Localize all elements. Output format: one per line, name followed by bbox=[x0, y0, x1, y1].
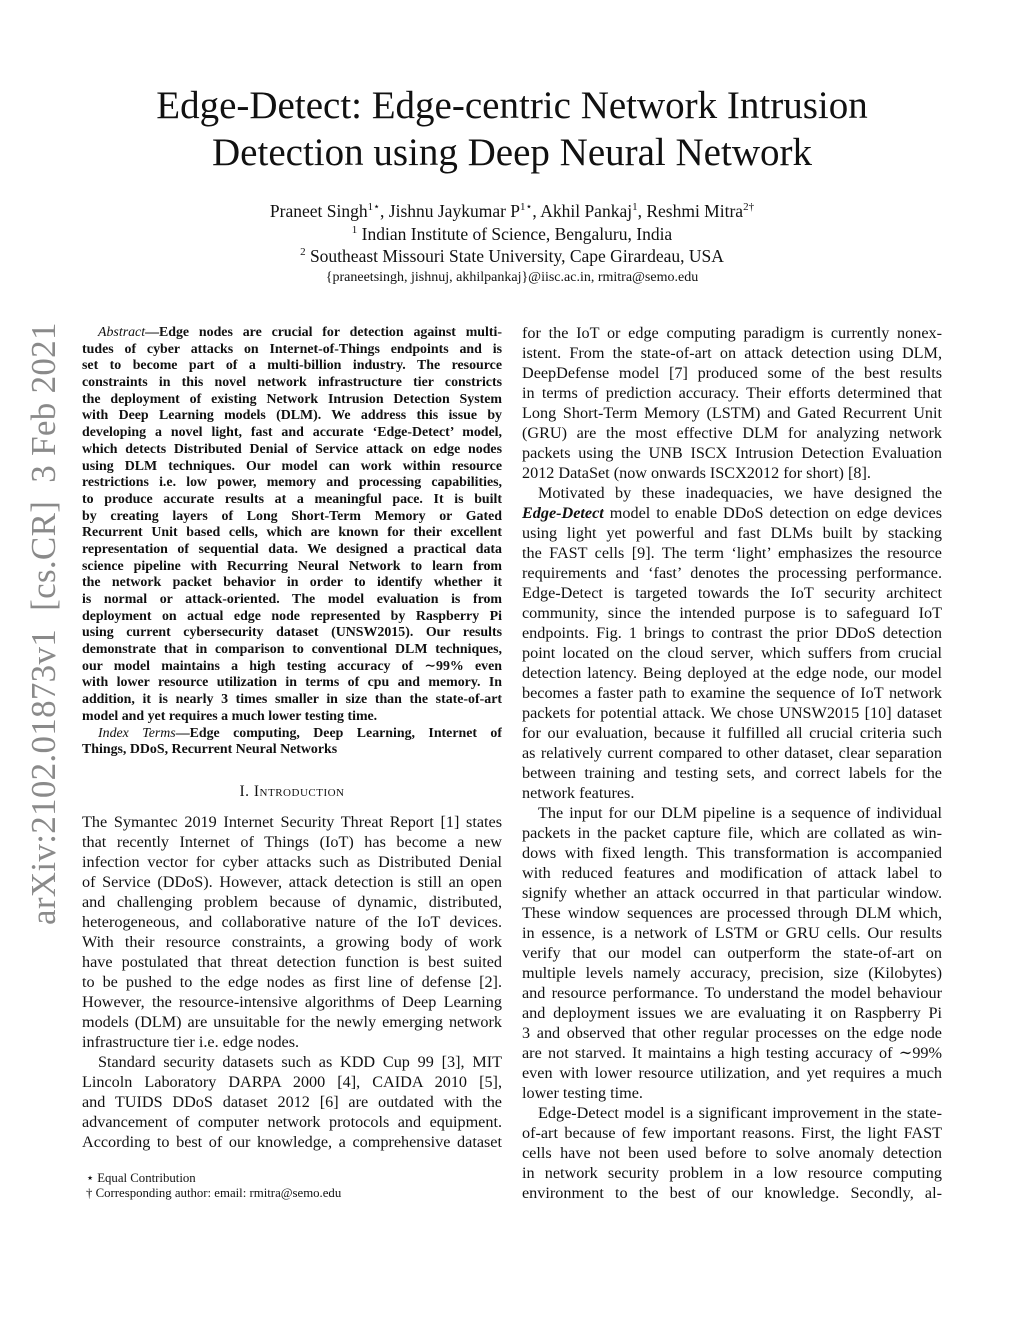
right-column-body bbox=[522, 323, 942, 1203]
abstract-line-text: —Edge nodes are crucial for detection against multi- bbox=[145, 325, 502, 340]
text-line: packets using the UNB ISCX Intrusion Detection Evaluation bbox=[522, 444, 942, 462]
abstract-line: to produce accurate results at a meaningful pace. It is built bbox=[82, 491, 502, 507]
abstract-line: addition, it is nearly 3 times smaller in size than the state-of-art bbox=[82, 692, 502, 708]
author-affil-mark: 2† bbox=[743, 201, 755, 213]
text-line: The Symantec 2019 Internet Security Threat Report [1] states bbox=[82, 813, 502, 831]
abstract-line: with Deep Learning models (DLM). We address this issue by bbox=[82, 408, 502, 424]
affil-text: Indian Institute of Science, Bengaluru, India bbox=[361, 223, 673, 244]
text-line: cells have not been used before to solve anomaly detection bbox=[522, 1144, 942, 1162]
text-line-rest: model to enable DDoS detection on edge devices bbox=[603, 504, 942, 522]
text-line bbox=[522, 503, 942, 523]
text-line: Edge-Detect model is a significant improvement in the state- bbox=[538, 1104, 942, 1122]
author-name: Reshmi Mitra bbox=[646, 201, 744, 221]
abstract-line: representation of sequential data. We designed a practical data bbox=[82, 541, 502, 557]
affil-number: 2 bbox=[300, 246, 306, 258]
text-line: packets for potential attack. We chose UNSW2015 [10] dataset bbox=[522, 704, 942, 722]
text-line: DeepDefense model [7] produced some of the best results bbox=[522, 364, 942, 382]
index-terms-line bbox=[82, 726, 502, 743]
index-terms-label: Index Terms bbox=[98, 725, 176, 741]
text-line: network features. bbox=[522, 784, 635, 802]
abstract-line: is normal or attack-oriented. The model evaluation is from bbox=[82, 592, 502, 607]
abstract-line: constraints in this novel network infrastructure tier constricts bbox=[82, 375, 502, 391]
text-line: multiple levels namely accuracy, precision, size (Kilobytes) bbox=[522, 964, 942, 982]
text-line: verify that our model can outperform the state-of-art on bbox=[522, 944, 942, 962]
title-line-2: Detection using Deep Neural Network bbox=[212, 131, 812, 174]
text-line: infrastructure tier i.e. edge nodes. bbox=[82, 1033, 300, 1051]
text-line: Lincoln Laboratory DARPA 2000 [4], CAIDA 2010 [5], bbox=[82, 1073, 502, 1091]
abstract-line: restrictions i.e. low power, memory and processing capabilities, bbox=[82, 475, 502, 491]
title-line-1: Edge-Detect: Edge-centric Network Intrusion bbox=[156, 84, 868, 127]
affil-text: Southeast Missouri State University, Cape Girardeau, USA bbox=[309, 246, 724, 266]
abstract-line: the network packet behavior in order to identify whether it bbox=[82, 575, 502, 591]
text-line: and deployment issues we are evaluating it on Raspberry Pi bbox=[522, 1004, 942, 1022]
author-name: Akhil Pankaj bbox=[540, 201, 633, 221]
text-line: for the IoT or edge computing paradigm is currently nonex- bbox=[522, 324, 942, 342]
author-name: Jishnu Jaykumar P bbox=[388, 201, 521, 221]
text-line: infection vector for cyber attacks such as Distributed Denial bbox=[82, 853, 502, 871]
text-line: in terms of prediction accuracy. Their efforts determined that bbox=[522, 384, 942, 402]
text-line: even with lower resource utilization, and yet requires a much bbox=[522, 1064, 942, 1082]
text-line: the FAST cells [9]. The term ‘light’ emphasizes the resource bbox=[522, 544, 942, 562]
text-line: requirements and ‘fast’ denotes the processing performance. bbox=[522, 564, 942, 582]
abstract bbox=[82, 325, 502, 759]
text-line: and resource performance. To understand the model behaviour bbox=[522, 984, 942, 1002]
text-line: istent. From the state-of-art on attack detection using DLM, bbox=[522, 344, 942, 362]
abstract-line: Recurrent Unit based cells, which are known for their excellent bbox=[82, 525, 502, 541]
text-line: 3 and observed that other regular processes on the edge node bbox=[522, 1024, 942, 1042]
text-line: endpoints. Fig. 1 brings to contrast the prior DDoS detection bbox=[522, 624, 942, 642]
abstract-line: developing a novel light, fast and accurate ‘Edge-Detect’ model, bbox=[82, 425, 502, 441]
abstract-line: science pipeline with Recurring Neural Network to learn from bbox=[82, 558, 502, 574]
author-affil-mark: 1⋆ bbox=[520, 201, 533, 213]
text-line: to be pushed to the edge nodes as first line of defense [2]. bbox=[82, 973, 502, 991]
text-line: and TUIDS DDoS dataset 2012 [6] are outdated with the bbox=[82, 1093, 502, 1111]
text-line: According to best of our knowledge, a comprehensive dataset bbox=[82, 1133, 502, 1151]
abstract-line: by creating layers of Long Short-Term Memory or Gated bbox=[82, 508, 502, 524]
text-line: point located on the cloud server, which suffers from crucial bbox=[522, 644, 942, 662]
index-terms-line-text: —Edge computing, Deep Learning, Internet of bbox=[175, 725, 502, 741]
affiliation-2 bbox=[0, 245, 1024, 268]
text-line: are not starved. It maintains a high testing accuracy of ∼99% bbox=[522, 1044, 942, 1062]
author-affil-mark: 1 bbox=[632, 201, 638, 213]
abstract-line: demonstrate that in comparison to conventional DLM techniques, bbox=[82, 642, 502, 658]
abstract-line: tudes of cyber attacks on Internet-of-Things endpoints and is bbox=[82, 341, 502, 357]
abstract-line: using DLM techniques. Our model can work within resource bbox=[82, 458, 502, 474]
author-names: Praneet Singh$^{1⋆}$, Jishnu Jaykumar $P^{1⋆}$, Akhil Pankaj$^1$, Reshmi Mitra$^{2\dagger}$ bbox=[269, 201, 755, 221]
text-line: that recently Internet of Things (IoT) has become a new bbox=[82, 833, 502, 851]
affiliation-1 bbox=[0, 223, 1024, 246]
text-line: of-art because of few important reasons. First, the light FAST bbox=[522, 1124, 942, 1142]
affil-number: 1 bbox=[351, 223, 358, 236]
text-line: Long Short-Term Memory (LSTM) and Gated Recurrent Unit bbox=[522, 404, 942, 422]
text-line: (GRU) are the most effective DLM for analyzing network bbox=[522, 424, 942, 442]
text-line: detection latency. Being deployed at the edge node, our model bbox=[522, 664, 942, 682]
abstract-line: with lower resource utilization in terms of cpu and memory. In bbox=[82, 675, 502, 691]
text-line: between training and testing sets, and correct labels for the bbox=[522, 764, 942, 782]
text-line: signify whether an attack occurred in that particular window. bbox=[522, 884, 942, 902]
text-line: heterogeneous, and collaborative nature of the IoT devices. bbox=[82, 913, 502, 931]
author-name: Praneet Singh bbox=[269, 201, 368, 221]
text-line: in network security problem in a low resource computing bbox=[522, 1164, 942, 1182]
text-line: models (DLM) are unsuitable for the newly emerging network bbox=[82, 1013, 502, 1031]
text-line: in essence, is a network of LSTM or GRU cells. Our results bbox=[522, 924, 942, 942]
abstract-line: deployment on actual edge node represented by Raspberry Pi bbox=[82, 608, 502, 624]
text-line: These window sequences are processed through DLM which, bbox=[522, 904, 942, 922]
text-line: packets in the packet capture file, which are collated as win- bbox=[522, 824, 942, 842]
author-affil-mark: 1⋆ bbox=[367, 201, 381, 213]
text-line: However, the resource-intensive algorithms of Deep Learning bbox=[82, 993, 502, 1011]
text-line: environment to the best of our knowledge. Secondly, al- bbox=[522, 1184, 942, 1202]
author-block bbox=[0, 200, 1024, 288]
text-line: 2012 DataSet (now onwards ISCX2012 for short) [8]. bbox=[522, 464, 871, 482]
left-column-body bbox=[82, 812, 502, 1152]
text-line: advancement of computer network protocols and equipment. bbox=[82, 1113, 502, 1131]
text-line: The input for our DLM pipeline is a sequence of individual bbox=[538, 804, 942, 822]
text-line: and challenging problem because of dynamic, distributed, bbox=[82, 893, 502, 911]
abstract-line: the deployment of existing Network Intrusion Detection System bbox=[82, 391, 502, 407]
arxiv-identifier: arXiv:2102.01873v1 [cs.CR] 3 Feb 2021 bbox=[24, 322, 63, 925]
abstract-line: which detects Distributed Denial of Service attack on edge nodes bbox=[82, 441, 502, 457]
abstract-line: model and yet requires a much lower testing time. bbox=[82, 708, 378, 724]
abstract-line: using current cybersecurity dataset (UNSW2015). Our results bbox=[82, 625, 502, 641]
abstract-label: Abstract bbox=[98, 325, 146, 340]
abstract-line bbox=[82, 325, 502, 342]
text-line: lower testing time. bbox=[522, 1084, 643, 1102]
text-line: as relatively current compared to other dataset, clear separation bbox=[522, 744, 942, 762]
text-line: with reduced features and modification of attack label to bbox=[522, 864, 942, 882]
footnotes bbox=[86, 1171, 341, 1201]
footnote-equal-contribution: ⋆ Equal Contribution bbox=[86, 1171, 196, 1185]
paper-title bbox=[0, 82, 1024, 176]
author-emails: {praneetsingh, jishnuj, akhilpankaj}@iisc.ac.in, rmitra@semo.edu bbox=[325, 269, 699, 285]
footnote-corresponding-author: † Corresponding author: email: rmitra@semo.edu bbox=[86, 1186, 342, 1200]
text-line: Motivated by these inadequacies, we have designed the bbox=[538, 484, 942, 502]
text-line: have postulated that threat detection function is best suited bbox=[82, 953, 502, 971]
text-line: Standard security datasets such as KDD Cup 99 [3], MIT bbox=[98, 1053, 502, 1071]
emphasis-model-name: Edge-Detect bbox=[522, 504, 604, 522]
text-line: community, since the intended purpose is to safeguard IoT bbox=[522, 604, 942, 622]
text-line: of Service (DDoS). However, attack detection is still an open bbox=[82, 873, 502, 891]
abstract-line: our model maintains a high testing accuracy of ∼99% even bbox=[82, 658, 502, 674]
text-line: With their resource constraints, a growing body of work bbox=[82, 933, 502, 951]
text-line: becomes a faster path to examine the sequence of IoT network bbox=[522, 684, 942, 702]
index-terms-line: Things, DDoS, Recurrent Neural Networks bbox=[82, 742, 338, 758]
text-line: Edge-Detect is targeted towards the IoT security architect bbox=[522, 584, 942, 602]
section-heading-introduction: I. Introduction bbox=[239, 783, 345, 800]
text-line: using light yet powerful and fast DLMs built by stacking bbox=[522, 524, 942, 542]
abstract-line: set to become part of a multi-billion industry. The resource bbox=[82, 358, 502, 374]
text-line: dows with fixed length. This transformation is accompanied bbox=[522, 844, 942, 862]
text-line: for our evaluation, because it fulfilled all crucial criteria such bbox=[522, 724, 942, 742]
